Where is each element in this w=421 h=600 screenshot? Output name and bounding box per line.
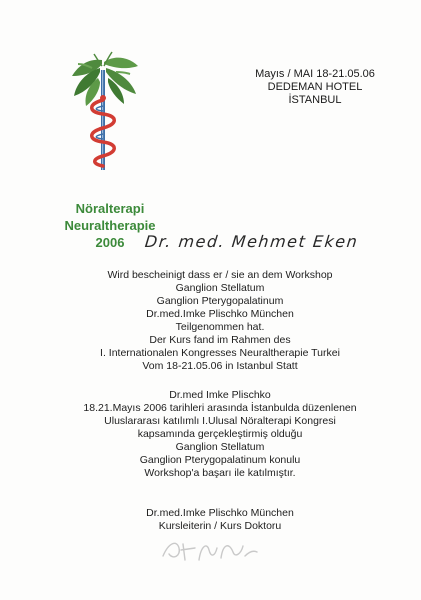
turkish-line: Dr.med Imke Plischko	[169, 389, 271, 401]
german-line: Ganglion Pterygopalatinum	[156, 295, 284, 307]
german-line: I. Internationalen Kongresses Neuraltherapie Turkei	[100, 347, 340, 359]
german-line: Ganglion Stellatum	[175, 282, 265, 294]
german-line: Teilgenommen hat.	[175, 321, 265, 333]
event-title-line-1: Nöralterapi	[75, 201, 145, 216]
signatory-name: Dr.med.Imke Plischko München	[146, 507, 294, 519]
turkish-line: 18.21.Mayıs 2006 tarihleri arasında İstanbulda düzenlenen	[83, 402, 357, 414]
event-title-line-2: Neuraltherapie	[64, 218, 156, 233]
signature-icon	[155, 530, 265, 570]
german-line: Der Kurs fand im Rahmen des	[149, 334, 291, 346]
turkish-line: Workshop'a başarı ile katılmıştır.	[144, 467, 296, 479]
german-line: Vom 18-21.05.06 in Istanbul Statt	[142, 360, 298, 372]
turkish-line: Ganglion Pterygopalatinum konulu	[139, 454, 301, 466]
event-venue: DEDEMAN HOTEL	[267, 81, 363, 93]
participant-name: Dr. med. Mehmet Eken	[144, 232, 360, 251]
turkish-line: Ganglion Stellatum	[175, 441, 265, 453]
event-info	[240, 68, 390, 107]
german-line: Wird bescheinigt dass er / sie an dem Workshop	[107, 269, 333, 281]
german-certificate-text	[40, 269, 400, 373]
event-city: İSTANBUL	[288, 94, 342, 106]
caduceus-leaf-logo	[58, 50, 148, 175]
event-title-line-3: 2006	[95, 235, 125, 250]
signatory-role: Kursleiterin / Kurs Doktoru	[158, 520, 282, 532]
german-line: Dr.med.Imke Plischko München	[146, 308, 294, 320]
turkish-line: kapsamında gerçekleştirmiş olduğu	[137, 428, 303, 440]
turkish-line: Uluslararası katılımlı I.Ulusal Nöralterapi Kongresi	[104, 415, 336, 427]
turkish-certificate-text	[40, 389, 400, 480]
event-date: Mayıs / MAI 18-21.05.06	[255, 68, 375, 80]
